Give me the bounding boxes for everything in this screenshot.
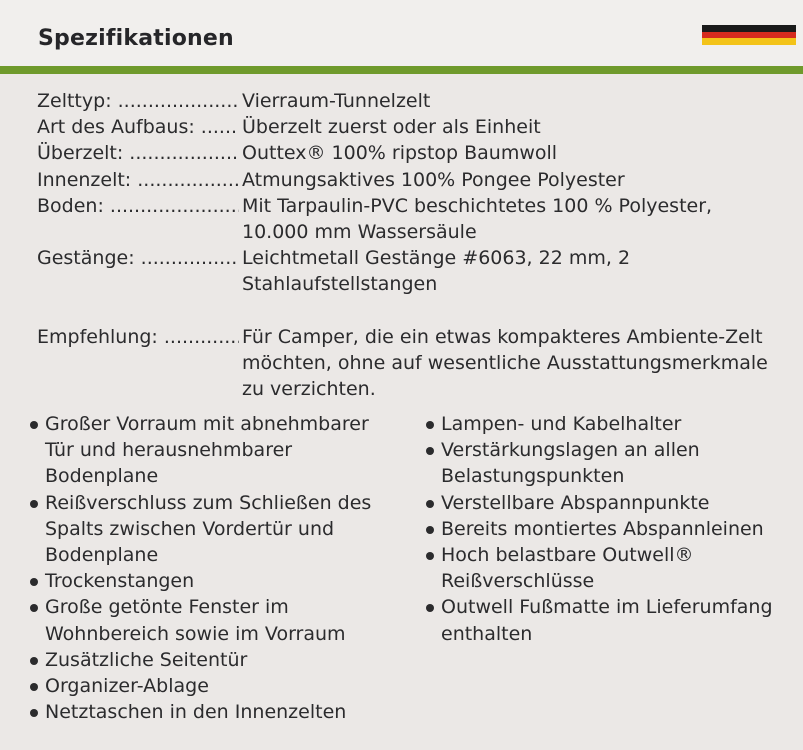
bullet-icon (30, 578, 38, 586)
bullet-icon (426, 526, 434, 534)
spec-value: Überzelt zuerst oder als Einheit (242, 116, 541, 139)
feature-item (30, 490, 390, 569)
feature-text: Verstärkungslagen an allen Belastungspunkten (441, 439, 700, 488)
recommendation-row (0, 324, 803, 403)
feature-text: Große getönte Fenster im Wohnbereich sowie im Vorraum (45, 596, 346, 645)
flag-stripe-gold (702, 38, 796, 45)
feature-text: Organizer-Ablage (45, 675, 209, 698)
spec-label: Art des Aufbaus: ..... (37, 114, 239, 140)
spacer (0, 298, 803, 324)
bullet-icon (30, 500, 38, 508)
bullet-icon (30, 604, 38, 612)
recommendation-value: Für Camper, die ein etwas kompakteres Ambiente-Zelt möchten, ohne auf wesentliche Ausstattungsmerkmale zu verzichten. (242, 325, 768, 401)
bullet-icon (426, 421, 434, 429)
feature-item (30, 647, 390, 673)
spec-row (0, 193, 803, 245)
feature-text: Zusätzliche Seitentür (45, 648, 248, 671)
spec-value: Mit Tarpaulin-PVC beschichtetes 100 % Polyester, 10.000 mm Wassersäule (242, 194, 713, 244)
flag-stripe-red (702, 32, 796, 39)
feature-list-left (30, 411, 390, 725)
feature-item (30, 673, 390, 699)
feature-list-right (426, 411, 796, 647)
feature-text: Verstellbare Abspannpunkte (441, 491, 710, 514)
feature-item (30, 411, 390, 490)
spec-value: Outtex® 100% ripstop Baumwoll (242, 142, 558, 165)
page-title: Spezifikationen (38, 26, 234, 51)
spec-label: Innenzelt: ..... (37, 167, 239, 193)
spec-row (0, 114, 803, 140)
bullet-icon (30, 709, 38, 717)
feature-text: Hoch belastbare Outwell® Reißverschlüsse (441, 544, 694, 593)
spec-row (0, 140, 803, 166)
header-divider (0, 66, 803, 74)
feature-text: Lampen- und Kabelhalter (441, 413, 682, 435)
bullet-icon (30, 683, 38, 691)
feature-text: Reißverschluss zum Schließen des Spalts zwischen Vordertür und Bodenplane (45, 491, 372, 567)
feature-item (426, 516, 796, 542)
german-flag-icon (702, 25, 796, 45)
recommendation-label: Empfehlung: ..... (37, 324, 239, 350)
feature-text: Bereits montiertes Abspannleinen (441, 517, 764, 540)
bullet-icon (426, 447, 434, 455)
spec-value: Vierraum-Tunnelzelt (242, 90, 431, 112)
feature-item (426, 490, 796, 516)
spec-row (0, 167, 803, 193)
header (0, 0, 803, 66)
feature-item (426, 437, 796, 489)
spec-label: Überzelt: ..... (37, 140, 239, 166)
flag-stripe-black (702, 25, 796, 32)
spec-label: Zelttyp: ..... (37, 88, 239, 114)
feature-item (426, 411, 796, 437)
feature-text: Trockenstangen (45, 570, 195, 593)
feature-item (30, 568, 390, 594)
feature-item (30, 699, 390, 725)
spec-value: Leichtmetall Gestänge #6063, 22 mm, 2 Stahlaufstellstangen (242, 247, 631, 296)
feature-text: Großer Vorraum mit abnehmbarer Tür und herausnehmbarer Bodenplane (45, 413, 369, 488)
bullet-icon (426, 500, 434, 508)
bullet-icon (30, 657, 38, 665)
spec-value: Atmungsaktives 100% Pongee Polyester (242, 168, 625, 191)
bullet-icon (30, 421, 38, 429)
feature-item (426, 594, 796, 646)
spec-label: Gestänge: ..... (37, 245, 239, 271)
spec-row (0, 245, 803, 297)
spec-label: Boden: ..... (37, 193, 239, 219)
bullet-icon (426, 552, 434, 560)
feature-text: Outwell Fußmatte im Lieferumfang enthalten (441, 596, 773, 645)
feature-item (426, 542, 796, 594)
spec-row (0, 88, 803, 114)
feature-item (30, 594, 390, 646)
spec-table (0, 88, 803, 402)
bullet-icon (426, 604, 434, 612)
feature-text: Netztaschen in den Innenzelten (45, 701, 347, 724)
